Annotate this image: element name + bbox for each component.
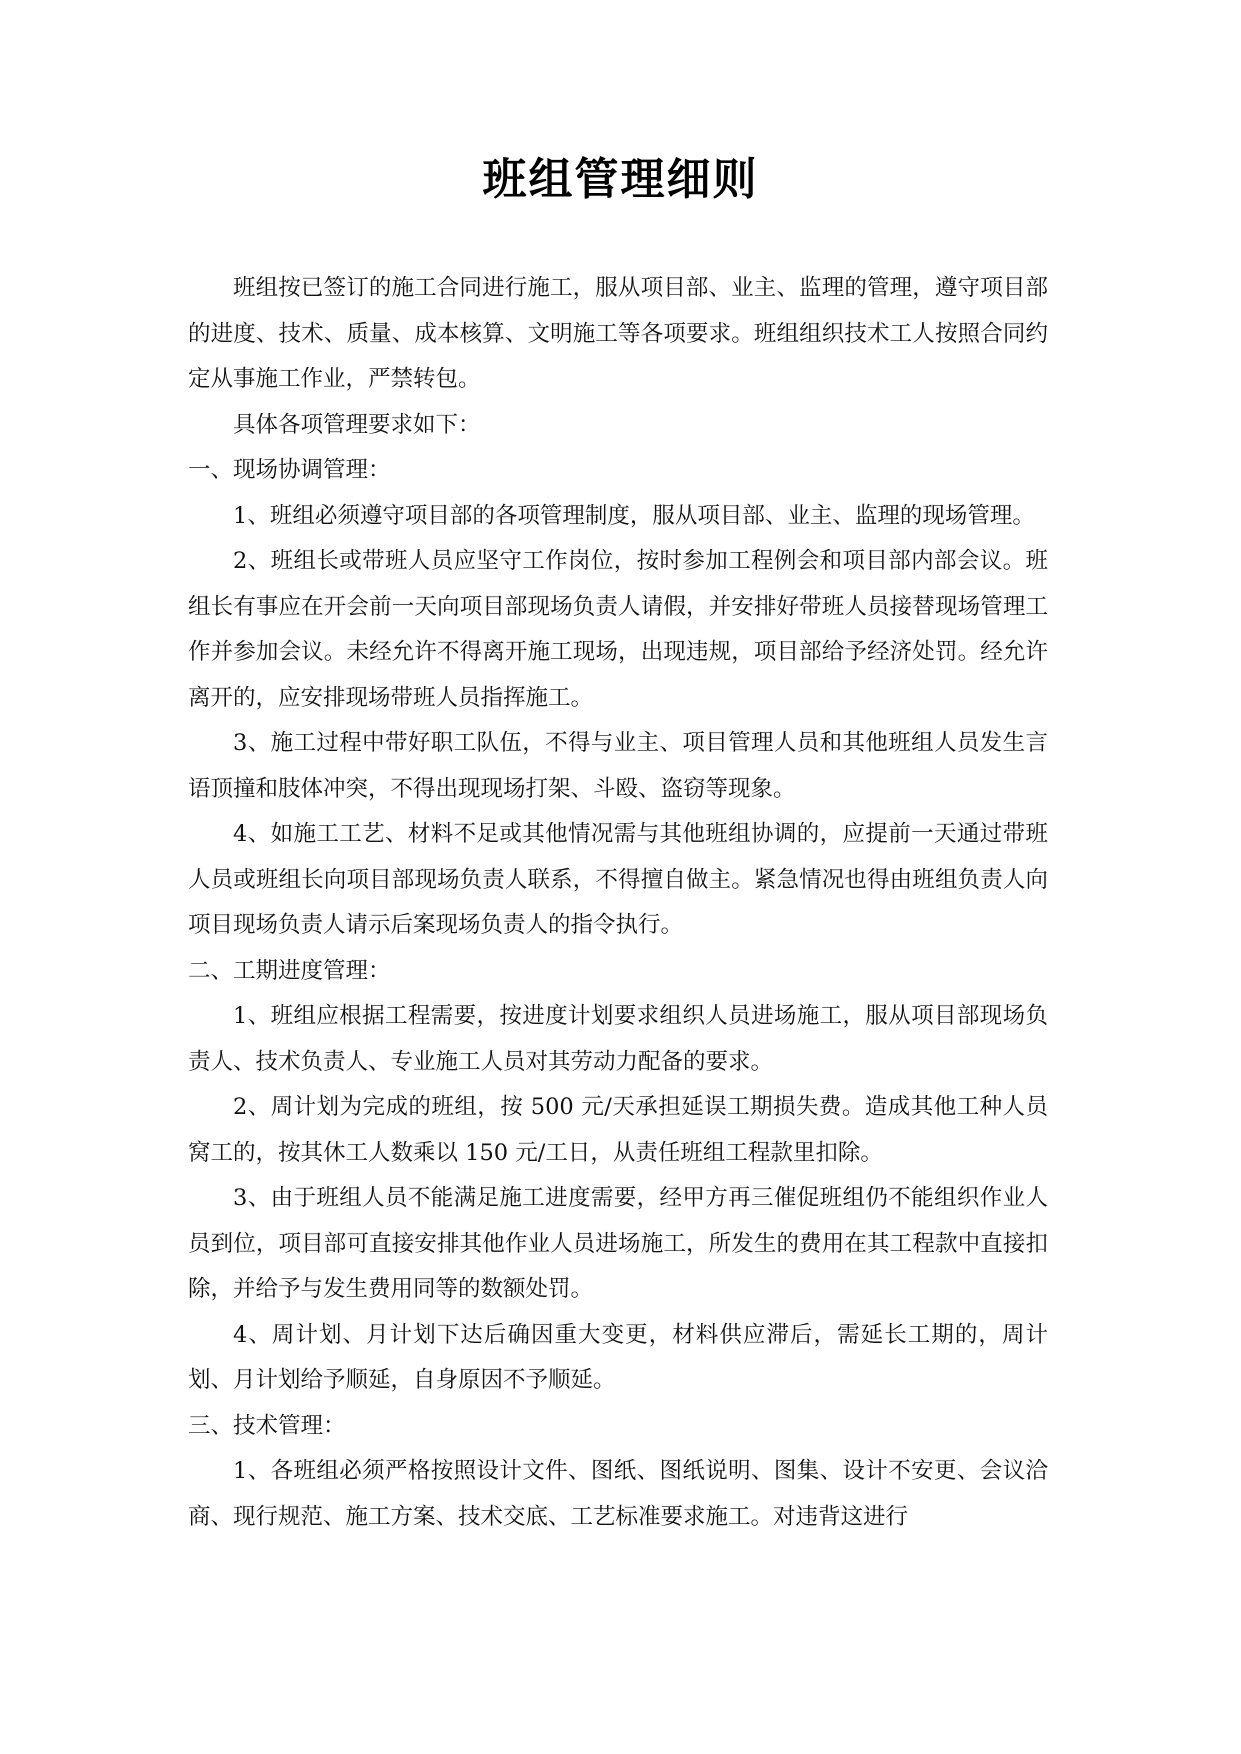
document-body [188, 266, 1048, 1540]
section-heading-schedule: 二、工期进度管理： [188, 957, 391, 984]
section1-item1: 1、班组必须遵守项目部的各项管理制度，服从项目部、业主、监理的现场管理。 [233, 502, 1035, 529]
section2-item3: 3、由于班组人员不能满足施工进度需要，经甲方再三催促班组仍不能组织作业人员到位，项目部可直接安排其他作业人员进场施工，所发生的费用在其工程款中直接扣除，并给予与发生费用同等的数额处罚。 [188, 1185, 1048, 1302]
section-heading-site-coordination: 一、现场协调管理： [188, 457, 391, 483]
section3-item1: 1、各班组必须严格按照设计文件、图纸、图纸说明、图集、设计不安更、会议洽商、现行规范、施工方案、技术交底、工艺标准要求施工。对违背这进行 [188, 1458, 1048, 1530]
document-title: 班组管理细则 [482, 154, 759, 205]
section-heading-technical: 三、技术管理： [188, 1412, 346, 1439]
section2-item4: 4、周计划、月计划下达后确因重大变更，材料供应滞后，需延长工期的，周计划、月计划给予顺延，自身原因不予顺延。 [188, 1321, 1048, 1393]
section1-item3: 3、施工过程中带好职工队伍，不得与业主、项目管理人员和其他班组人员发生言语顶撞和肢体冲突，不得出现现场打架、斗殴、盗窃等现象。 [188, 730, 1048, 802]
intro-lead-paragraph: 具体各项管理要求如下： [233, 411, 481, 438]
intro-paragraph: 班组按已签订的施工合同进行施工，服从项目部、业主、监理的管理，遵守项目部的进度、技术、质量、成本核算、文明施工等各项要求。班组组织技术工人按照合同约定从事施工作业，严禁转包。 [188, 275, 1048, 392]
section1-item2: 2、班组长或带班人员应坚守工作岗位，按时参加工程例会和项目部内部会议。班组长有事应在开会前一天向项目部现场负责人请假，并安排好带班人员接替现场管理工作并参加会议。未经允许不得离开施工现场，出现违规，项目部给予经济处罚。经允许离开的，应安排现场带班人员指挥施工。 [188, 548, 1048, 711]
section2-item1: 1、班组应根据工程需要，按进度计划要求组织人员进场施工，服从项目部现场负责人、技术负责人、专业施工人员对其劳动力配备的要求。 [188, 1003, 1048, 1075]
section1-item4: 4、如施工工艺、材料不足或其他情况需与其他班组协调的，应提前一天通过带班人员或班组长向项目部现场负责人联系，不得擅自做主。紧急情况也得由班组负责人向项目现场负责人请示后案现场负责人的指令执行。 [188, 821, 1048, 938]
section2-item2: 2、周计划为完成的班组，按 500 元/天承担延误工期损失费。造成其他工种人员窝工的，按其休工人数乘以 150 元/工日，从责任班组工程款里扣除。 [188, 1094, 1048, 1166]
